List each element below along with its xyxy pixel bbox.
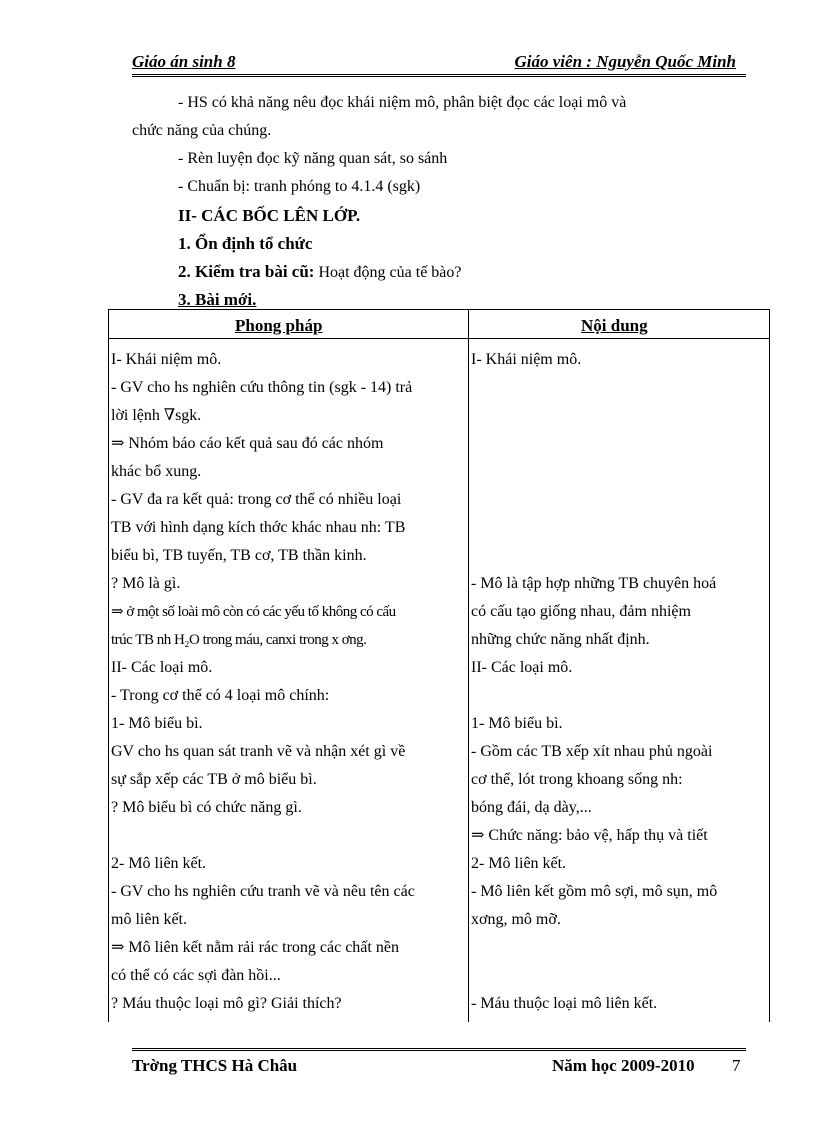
intro-line-1: - HS có khả năng nêu đọc khái niệm mô, phân biệt đọc các loại mô và xyxy=(178,94,627,111)
right-row-13: xơng, mô mỡ. xyxy=(471,911,561,928)
left-row-3: lời lệnh ∇sgk. xyxy=(111,407,202,424)
left-row-17: ? Mô biểu bì có chức năng gì. xyxy=(111,799,302,816)
table-header-method: Phong pháp xyxy=(235,316,323,335)
left-row-16: sự sắp xếp các TB ở mô biểu bì. xyxy=(111,771,317,788)
right-row-8: cơ thể, lót trong khoang sống nh: xyxy=(471,771,683,788)
right-row-14: - Máu thuộc loại mô liên kết. xyxy=(471,995,658,1012)
section-heading: II- CÁC BỐC LÊN LỚP. xyxy=(178,206,361,225)
right-row-5: II- Các loại mô. xyxy=(471,659,573,676)
header-teacher: Giáo viên : Nguyễn Quốc Minh xyxy=(514,52,736,71)
right-row-7: - Gồm các TB xếp xít nhau phủ ngoài xyxy=(471,743,713,760)
right-row-2: - Mô là tập hợp những TB chuyên hoá xyxy=(471,575,717,592)
footer-divider xyxy=(132,1048,746,1051)
left-row-9: ? Mô là gì. xyxy=(111,575,181,592)
left-row-2: - GV cho hs nghiên cứu thông tin (sgk - 14) trả xyxy=(111,379,413,396)
left-row-7: TB với hình dạng kích thớc khác nhau nh: TB xyxy=(111,519,406,536)
right-row-3: có cấu tạo giống nhau, đảm nhiệm xyxy=(471,603,691,620)
intro-line-3: - Rèn luyện đọc kỹ năng quan sát, so sánh xyxy=(178,150,448,167)
table-column-divider xyxy=(468,310,469,1022)
header-subject: Giáo án sinh 8 xyxy=(132,52,236,71)
left-row-20: mô liên kết. xyxy=(111,911,187,928)
left-row-10: ⇒ ở một số loài mô còn có các yếu tố không có cấu xyxy=(111,604,396,620)
right-row-9: bóng đái, dạ dày,... xyxy=(471,799,592,816)
footer-school-year: Năm học 2009-2010 xyxy=(552,1056,695,1075)
left-row-15: GV cho hs quan sát tranh vẽ và nhận xét gì về xyxy=(111,743,406,760)
heading-review xyxy=(178,262,462,283)
left-row-1: I- Khái niệm mô. xyxy=(111,351,222,368)
table-header-divider xyxy=(109,338,769,339)
intro-line-4: - Chuẩn bị: tranh phóng to 4.1.4 (sgk) xyxy=(178,178,421,195)
left-row-23: ? Máu thuộc loại mô gì? Giải thích? xyxy=(111,995,342,1012)
left-row-14: 1- Mô biểu bì. xyxy=(111,715,203,732)
right-row-11: 2- Mô liên kết. xyxy=(471,855,567,872)
left-row-19: - GV cho hs nghiên cứu tranh vẽ và nêu tên các xyxy=(111,883,415,900)
left-row-13: - Trong cơ thể có 4 loại mô chính: xyxy=(111,687,330,704)
table-header-content: Nội dung xyxy=(581,316,648,335)
footer-school: Trờng THCS Hà Châu xyxy=(132,1056,298,1075)
intro-line-2: chức năng của chúng. xyxy=(132,122,272,139)
left-row-12: II- Các loại mô. xyxy=(111,659,213,676)
heading-stabilize: 1. Ổn định tổ chức xyxy=(178,234,313,253)
right-row-4: những chức năng nhất định. xyxy=(471,631,650,648)
right-row-6: 1- Mô biểu bì. xyxy=(471,715,563,732)
left-row-6: - GV đa ra kết quả: trong cơ thể có nhiều loại xyxy=(111,491,402,508)
left-row-21: ⇒ Mô liên kết nằm rải rác trong các chất nền xyxy=(111,939,399,956)
left-row-8: biểu bì, TB tuyến, TB cơ, TB thần kinh. xyxy=(111,547,367,564)
footer-page-number: 7 xyxy=(732,1056,741,1075)
left-row-4: ⇒ Nhóm báo cáo kết quả sau đó các nhóm xyxy=(111,435,384,452)
right-row-1: I- Khái niệm mô. xyxy=(471,351,582,368)
right-row-12: - Mô liên kết gồm mô sợi, mô sụn, mô xyxy=(471,883,718,900)
left-row-5: khác bổ xung. xyxy=(111,463,202,480)
heading-review-question: Hoạt động của tế bào? xyxy=(314,264,462,281)
header-divider xyxy=(132,74,746,77)
heading-new-lesson: 3. Bài mới. xyxy=(178,290,257,309)
left-row-11: trúc TB nh H₂O trong máu, canxi trong x ơng. xyxy=(111,632,367,648)
lesson-table xyxy=(108,309,770,1022)
left-row-22: có thể có các sợi đàn hồi... xyxy=(111,967,281,984)
page-header xyxy=(132,52,746,74)
right-row-10: ⇒ Chức năng: bảo vệ, hấp thụ và tiết xyxy=(471,827,708,844)
left-row-18: 2- Mô liên kết. xyxy=(111,855,207,872)
heading-review-label: 2. Kiểm tra bài cũ: xyxy=(178,262,315,281)
